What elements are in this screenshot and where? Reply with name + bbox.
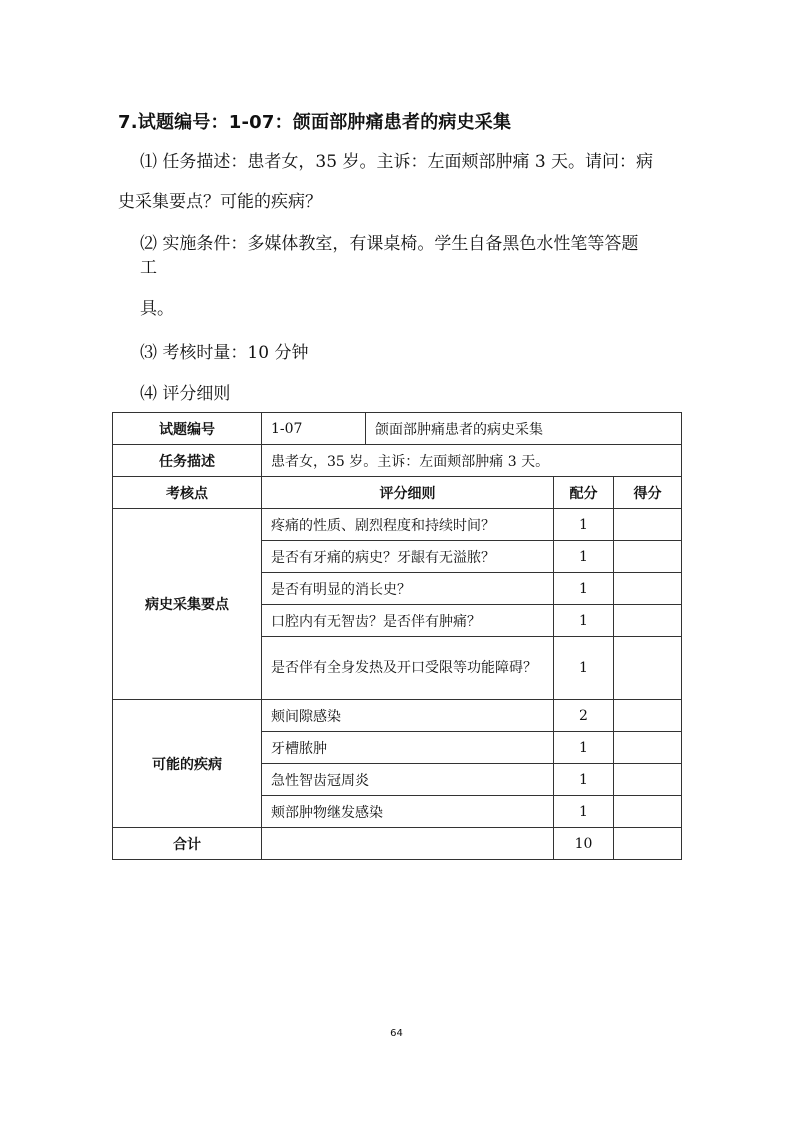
task-description-line1: ⑴ 任务描述：患者女，35 岁。主诉：左面颊部肿痛 3 天。请问：病: [140, 152, 654, 172]
id-value: 1-07: [262, 413, 366, 445]
criteria-item: 疼痛的性质、剧烈程度和持续时间？: [262, 509, 554, 541]
total-row: [113, 828, 682, 860]
criteria-item: 是否伴有全身发热及开口受限等功能障碍？: [262, 637, 554, 700]
total-empty: [262, 828, 554, 860]
page-number: 64: [390, 1028, 403, 1039]
score-cell[interactable]: [614, 764, 682, 796]
points-value: 2: [554, 700, 614, 732]
header-score: 得分: [614, 477, 682, 509]
conditions-line1: ⑵ 实施条件：多媒体教室，有课桌椅。学生自备黑色水性笔等答题: [140, 234, 639, 254]
points-value: 1: [554, 541, 614, 573]
points-value: 1: [554, 573, 614, 605]
points-value: 1: [554, 637, 614, 700]
id-name: 颌面部肿痛患者的病史采集: [366, 413, 682, 445]
score-cell[interactable]: [614, 541, 682, 573]
conditions-line3: 具。: [140, 299, 174, 319]
conditions-line2: 工: [140, 258, 157, 278]
table-row: [113, 700, 682, 732]
task-description-line2: 史采集要点？可能的疾病？: [118, 192, 322, 212]
section-title: 7.试题编号：1-07：颌面部肿痛患者的病史采集: [118, 112, 512, 133]
score-cell[interactable]: [614, 732, 682, 764]
total-points: 10: [554, 828, 614, 860]
criteria-item: 颊部肿物继发感染: [262, 796, 554, 828]
scoring-table: [112, 412, 682, 860]
score-cell[interactable]: [614, 605, 682, 637]
table-row: [113, 509, 682, 541]
criteria-item: 口腔内有无智齿？是否伴有肿痛？: [262, 605, 554, 637]
group-diseases: 可能的疾病: [113, 700, 262, 828]
points-value: 1: [554, 605, 614, 637]
task-label: 任务描述: [113, 445, 262, 477]
id-label: 试题编号: [113, 413, 262, 445]
score-cell[interactable]: [614, 700, 682, 732]
header-criteria: 评分细则: [262, 477, 554, 509]
header-assessment-point: 考核点: [113, 477, 262, 509]
header-points: 配分: [554, 477, 614, 509]
total-score-cell[interactable]: [614, 828, 682, 860]
time-limit: ⑶ 考核时量：10 分钟: [140, 343, 309, 363]
criteria-item: 颊间隙感染: [262, 700, 554, 732]
criteria-item: 是否有明显的消长史？: [262, 573, 554, 605]
group-history: 病史采集要点: [113, 509, 262, 700]
points-value: 1: [554, 764, 614, 796]
points-value: 1: [554, 732, 614, 764]
table-row: [113, 413, 682, 445]
table-row: [113, 445, 682, 477]
criteria-item: 急性智齿冠周炎: [262, 764, 554, 796]
task-value: 患者女，35 岁。主诉：左面颊部肿痛 3 天。: [262, 445, 682, 477]
scoring-heading: ⑷ 评分细则: [140, 384, 231, 404]
points-value: 1: [554, 509, 614, 541]
points-value: 1: [554, 796, 614, 828]
score-cell[interactable]: [614, 796, 682, 828]
table-header-row: [113, 477, 682, 509]
score-cell[interactable]: [614, 509, 682, 541]
criteria-item: 牙槽脓肿: [262, 732, 554, 764]
score-cell[interactable]: [614, 637, 682, 700]
total-label: 合计: [113, 828, 262, 860]
criteria-item: 是否有牙痛的病史？牙龈有无溢脓？: [262, 541, 554, 573]
score-cell[interactable]: [614, 573, 682, 605]
